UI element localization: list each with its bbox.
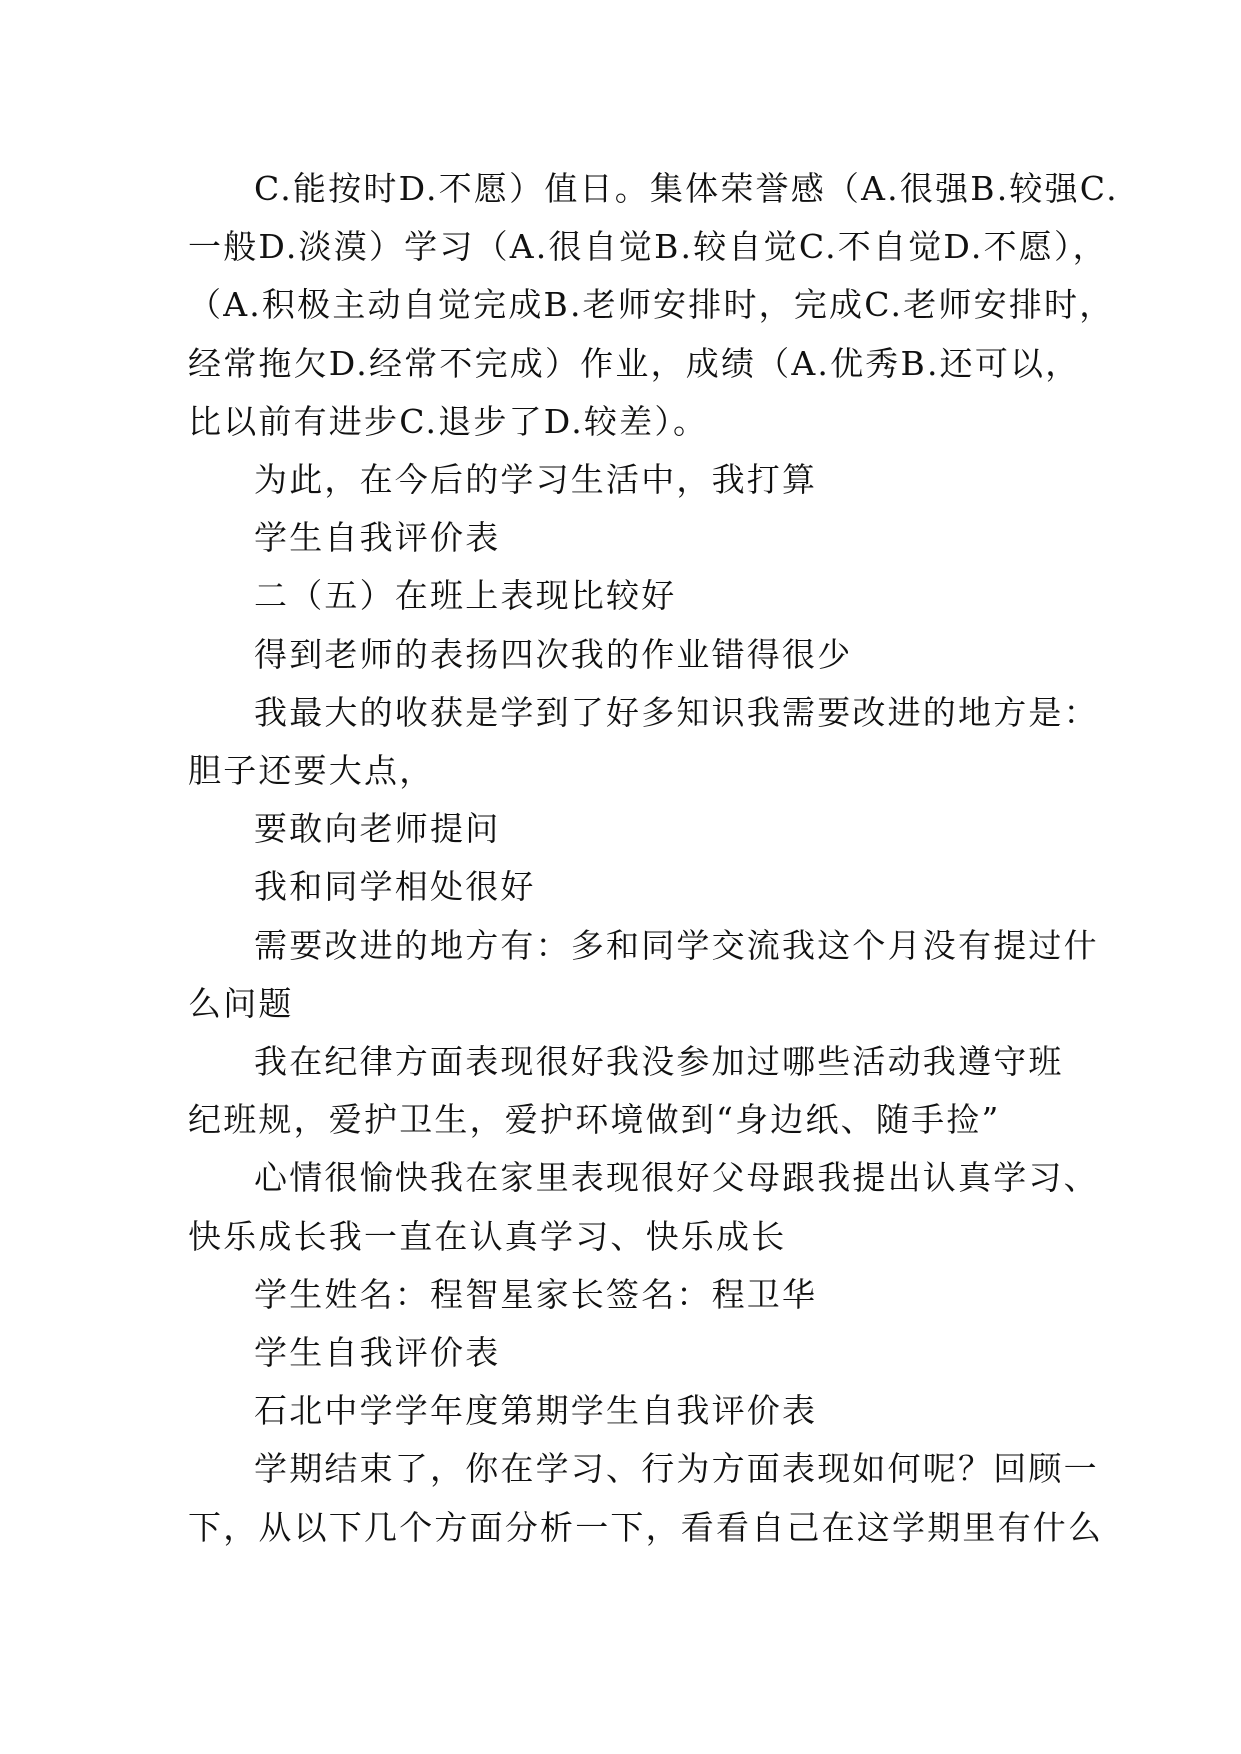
signature-line: 学生姓名：程智星家长签名：程卫华 — [254, 1274, 818, 1314]
text-line: 我在纪律方面表现很好我没参加过哪些活动我遵守班 — [254, 1042, 1064, 1082]
section-heading: 学生自我评价表 — [254, 1333, 501, 1373]
text-line: 需要改进的地方有：多和同学交流我这个月没有提过什 — [254, 925, 1099, 965]
text-line: 为此，在今后的学习生活中，我打算 — [254, 460, 818, 500]
text-line: 二（五）在班上表现比较好 — [254, 576, 677, 616]
section-heading: 学生自我评价表 — [254, 518, 501, 558]
text-line: 我最大的收获是学到了好多知识我需要改进的地方是： — [254, 692, 1099, 732]
text-line: （A.积极主动自觉完成B.老师安排时，完成C.老师安排时， — [188, 285, 1115, 325]
text-line: 下，从以下几个方面分析一下，看看自己在这学期里有什么 — [188, 1507, 1104, 1547]
text-line: 一般D.淡漠）学习（A.很自觉B.较自觉C.不自觉D.不愿）， — [188, 227, 1108, 267]
text-line: 胆子还要大点， — [188, 751, 435, 791]
section-heading: 石北中学学年度第期学生自我评价表 — [254, 1391, 818, 1431]
document-body — [188, 160, 1119, 1557]
text-line: 么问题 — [188, 983, 294, 1023]
text-line: 经常拖欠D.经常不完成）作业，成绩（A.优秀B.还可以， — [188, 343, 1081, 383]
text-line: 比以前有进步C.退步了D.较差）。 — [188, 401, 709, 441]
text-line: 快乐成长我一直在认真学习、快乐成长 — [188, 1216, 787, 1256]
text-line: 学期结束了，你在学习、行为方面表现如何呢？回顾一 — [254, 1449, 1099, 1489]
text-line: 我和同学相处很好 — [254, 867, 536, 907]
text-line: 纪班规，爱护卫生，爱护环境做到“身边纸、随手捡” — [188, 1100, 1001, 1140]
text-line: 得到老师的表扬四次我的作业错得很少 — [254, 634, 853, 674]
text-line: 要敢向老师提问 — [254, 809, 501, 849]
text-line: C.能按时D.不愿）值日。集体荣誉感（A.很强B.较强C. — [254, 169, 1119, 208]
text-line: 心情很愉快我在家里表现很好父母跟我提出认真学习、 — [254, 1158, 1099, 1198]
